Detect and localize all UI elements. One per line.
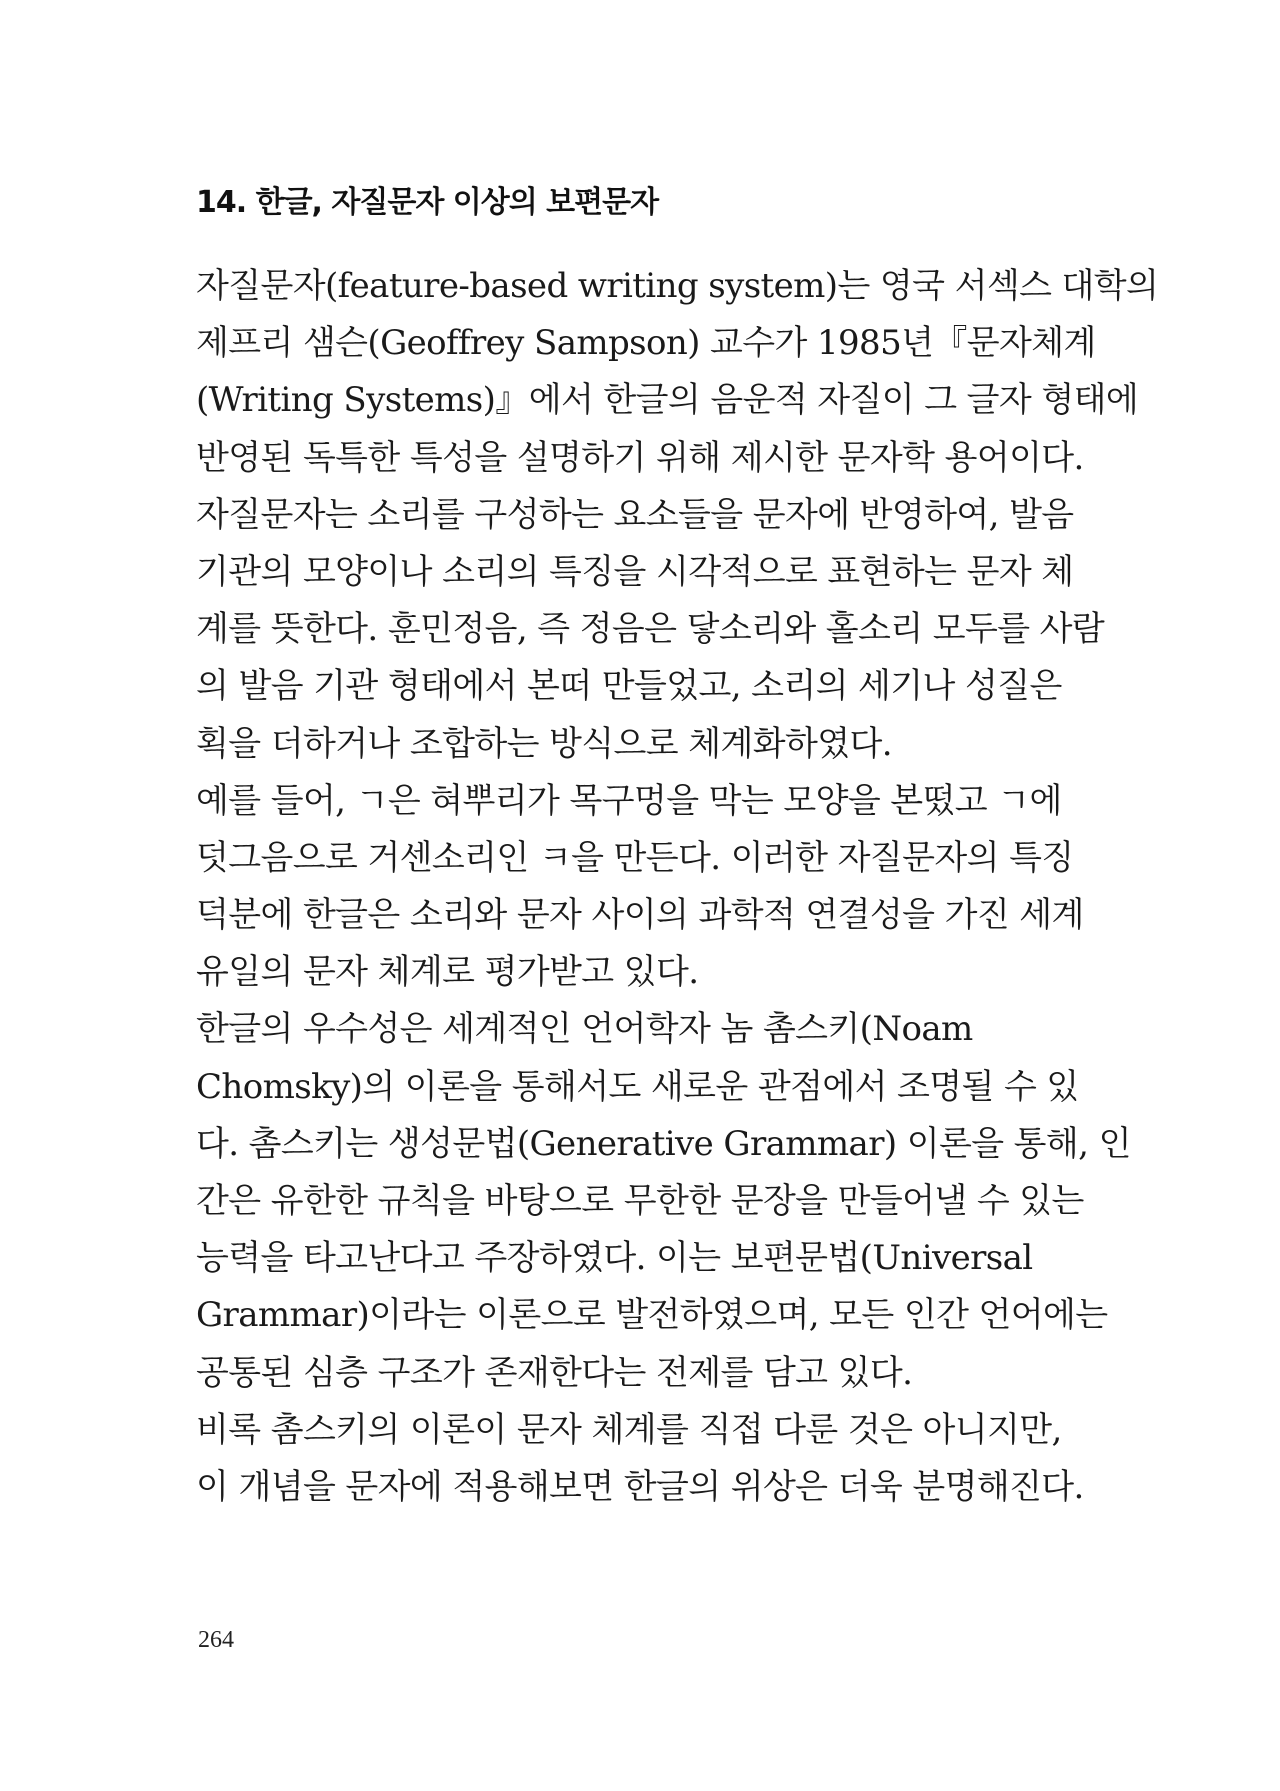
text-line: 기관의 모양이나 소리의 특징을 시각적으로 표현하는 문자 체 [196,551,1074,592]
text-line: 한글의 우수성은 세계적인 언어학자 놈 촘스키(Noam [196,1009,973,1050]
text-line: Chomsky)의 이론을 통해서도 새로운 관점에서 조명될 수 있 [196,1066,1079,1107]
text-line: 다. 촘스키는 생성문법(Generative Grammar) 이론을 통해, 인 [196,1123,1131,1164]
body-text [196,258,1159,1516]
chapter-title: 14. 한글, 자질문자 이상의 보편문자 [196,185,659,220]
text-line: 예를 들어, ㄱ은 혀뿌리가 목구멍을 막는 모양을 본떴고 ㄱ에 [196,780,1062,821]
text-line: 유일의 문자 체계로 평가받고 있다. [196,952,699,993]
text-line: 계를 뜻한다. 훈민정음, 즉 정음은 닿소리와 홀소리 모두를 사람 [196,609,1105,650]
page-number: 264 [198,1627,234,1653]
text-line: 제프리 샘슨(Geoffrey Sampson) 교수가 1985년『문자체계 [196,323,1096,364]
text-line: 비록 촘스키의 이론이 문자 체계를 직접 다룬 것은 아니지만, [196,1409,1062,1450]
text-line: 자질문자(feature-based writing system)는 영국 서섹스 대학의 [196,266,1159,306]
text-line: 공통된 심층 구조가 존재한다는 전제를 담고 있다. [196,1352,913,1393]
text-line: (Writing Systems)』에서 한글의 음운적 자질이 그 글자 형태에 [196,380,1139,421]
text-line: 의 발음 기관 형태에서 본떠 만들었고, 소리의 세기나 성질은 [196,666,1062,707]
text-line: 능력을 타고난다고 주장하였다. 이는 보편문법(Universal [196,1238,1033,1279]
text-line: 이 개념을 문자에 적용해보면 한글의 위상은 더욱 분명해진다. [196,1466,1084,1507]
text-line: 덧그음으로 거센소리인 ㅋ을 만든다. 이러한 자질문자의 특징 [196,837,1074,878]
text-line: 반영된 독특한 특성을 설명하기 위해 제시한 문자학 용어이다. [196,437,1084,478]
text-line: Grammar)이라는 이론으로 발전하였으며, 모든 인간 언어에는 [196,1295,1108,1336]
text-line: 덕분에 한글은 소리와 문자 사이의 과학적 연결성을 가진 세계 [196,895,1084,936]
text-line: 자질문자는 소리를 구성하는 요소들을 문자에 반영하여, 발음 [196,494,1074,535]
text-line: 간은 유한한 규칙을 바탕으로 무한한 문장을 만들어낼 수 있는 [196,1181,1084,1221]
text-line: 획을 더하거나 조합하는 방식으로 체계화하였다. [196,723,892,764]
